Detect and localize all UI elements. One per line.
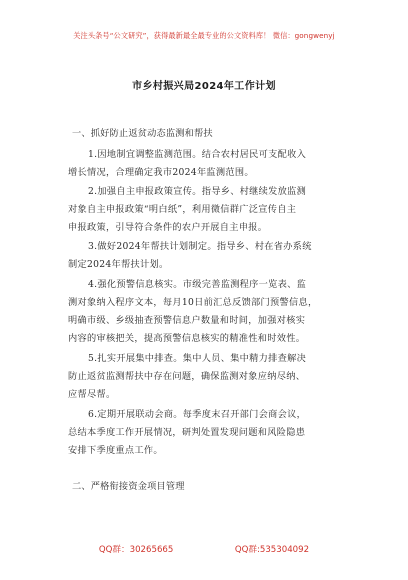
paragraph-line: 对象自主申报政策“明白纸”，利用微信群广泛宣传自主 xyxy=(68,204,297,215)
qq-group-2: QQ群:535304092 xyxy=(234,545,310,555)
paragraph-line: 防止返贫监测帮扶中存在问题，确保监测对象应纳尽纳、 xyxy=(68,371,306,382)
qq-group-1: QQ群：30265665 xyxy=(98,545,174,555)
paragraph-line: 总结本季度工作开展情况，研判处置发现问题和风险隐患 xyxy=(68,427,306,438)
paragraph-line: 增长情况，合理确定我市2024年监测范围。 xyxy=(68,167,254,178)
section-heading: 二、严格衔接资金项目管理 xyxy=(72,481,185,492)
paragraph-line: 申报政策，引导符合条件的农户开展自主申报。 xyxy=(68,222,268,233)
paragraph-line: 3.做好2024年帮扶计划制定。指导乡、村在省办系统 xyxy=(88,241,312,252)
paragraph-line: 制定2024年帮扶计划。 xyxy=(68,259,169,270)
paragraph-line: 测对象纳入程序文本，每月10日前汇总反馈部门预警信息， xyxy=(68,297,318,308)
paragraph-line: 明确市级、乡级抽查预警信息户数量和时间，加强对核实 xyxy=(68,315,306,326)
paragraph-line: 应帮尽帮。 xyxy=(68,389,116,400)
promo-banner: 关注头条号“公文研究”，获得最新最全最专业的公文资料库！ 微信：gongwenyj xyxy=(73,31,335,40)
paragraph-line: 4.强化预警信息核实。市级完善监测程序一览表、监 xyxy=(88,279,307,290)
paragraph-line: 6.定期开展联动会商。每季度末召开部门会商会议， xyxy=(88,409,307,420)
section-heading: 一、抓好防止返贫动态监测和帮扶 xyxy=(72,128,213,139)
paragraph-line: 内容的审核把关，提高预警信息核实的精准性和时效性。 xyxy=(68,333,306,344)
paragraph-line: 2.加强自主申报政策宣传。指导乡、村继续发放监测 xyxy=(88,186,307,197)
document-title: 市乡村振兴局2024年工作计划 xyxy=(132,81,276,92)
paragraph-line: 1.因地制宜调整监测范围。结合农村居民可支配收入 xyxy=(88,149,307,160)
paragraph-line: 安排下季度重点工作。 xyxy=(68,445,163,456)
paragraph-line: 5.扎实开展集中排查。集中人员、集中精力排查解决 xyxy=(88,353,307,364)
footer-contact xyxy=(0,543,408,555)
